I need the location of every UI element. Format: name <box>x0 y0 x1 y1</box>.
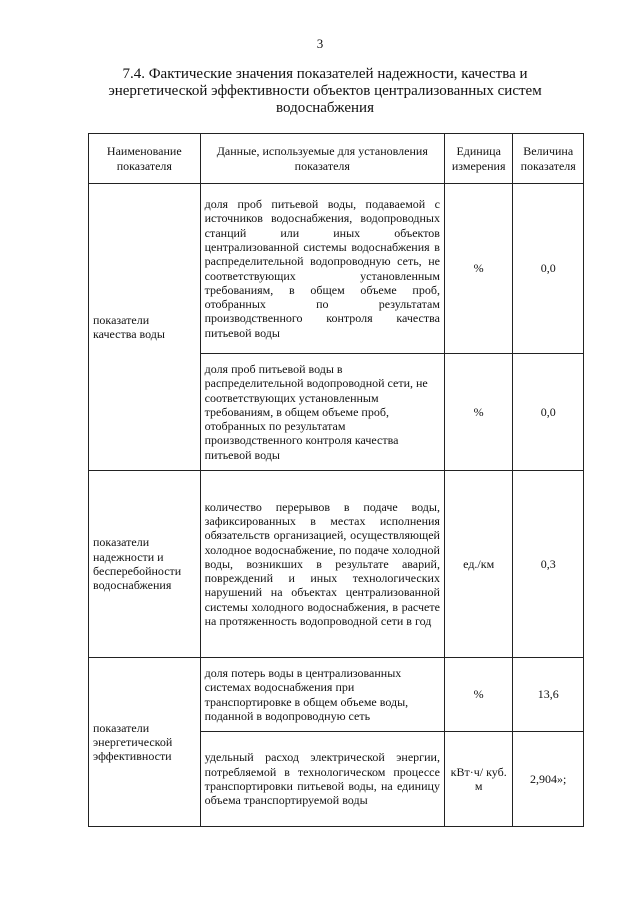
row-value: 2,904»; <box>513 732 584 827</box>
table-row <box>89 471 584 658</box>
row-unit: ед./км <box>444 471 512 658</box>
group-name-energy-efficiency: показатели энергетической эффективности <box>89 658 201 827</box>
header-indicator-name: Наименование показателя <box>89 134 201 184</box>
row-unit: % <box>444 658 512 732</box>
row-unit: кВт·ч/ куб. м <box>444 732 512 827</box>
row-description: количество перерывов в подаче воды, зафиксированных в местах исполнения обязательств организацией, осуществляющей холодное водоснабжение, по подаче холодной воды, возникших в результате аварий, повреждений и иных технологических нарушений на объектах централизованной системы холодного водоснабжения, в расчете на протяженность водопроводной сети в год <box>200 471 444 658</box>
header-unit: Единица измерения <box>444 134 512 184</box>
table-row <box>89 184 584 354</box>
table-header-row <box>89 134 584 184</box>
table-row <box>89 658 584 732</box>
header-data-used: Данные, используемые для установления показателя <box>200 134 444 184</box>
row-unit: % <box>444 354 512 471</box>
row-value: 0,0 <box>513 354 584 471</box>
row-unit: % <box>444 184 512 354</box>
indicators-table <box>88 133 584 827</box>
header-value: Величина показателя <box>513 134 584 184</box>
page-number: 3 <box>316 36 324 51</box>
row-value: 13,6 <box>513 658 584 732</box>
row-value: 0,0 <box>513 184 584 354</box>
row-description: доля потерь воды в централизованных системах водоснабжения при транспортировке в общем объеме воды, поданной в водопроводную сеть <box>200 658 444 732</box>
row-description: удельный расход электрической энергии, потребляемой в технологическом процессе транспортировки питьевой воды, на единицу объема транспортируемой воды <box>200 732 444 827</box>
group-name-water-quality: показатели качества воды <box>89 184 201 471</box>
row-description: доля проб питьевой воды в распределительной водопроводной сети, не соответствующих установленным требованиям, в общем объеме проб, отобранных по результатам производственного контроля качества питьевой воды <box>200 354 444 471</box>
row-description: доля проб питьевой воды, подаваемой с источников водоснабжения, водопроводных станций или иных объектов централизованной системы водоснабжения в распределительной водопроводную сеть, не соответствующих установленным требованиям, в общем объеме проб, отобранных по результатам производственного контроля качества питьевой воды <box>200 184 444 354</box>
group-name-reliability: показатели надежности и бесперебойности водоснабжения <box>89 471 201 658</box>
row-value: 0,3 <box>513 471 584 658</box>
section-heading: 7.4. Фактические значения показателей надежности, качества и энергетической эффективности объектов централизованных систем водоснабжения <box>108 66 542 116</box>
